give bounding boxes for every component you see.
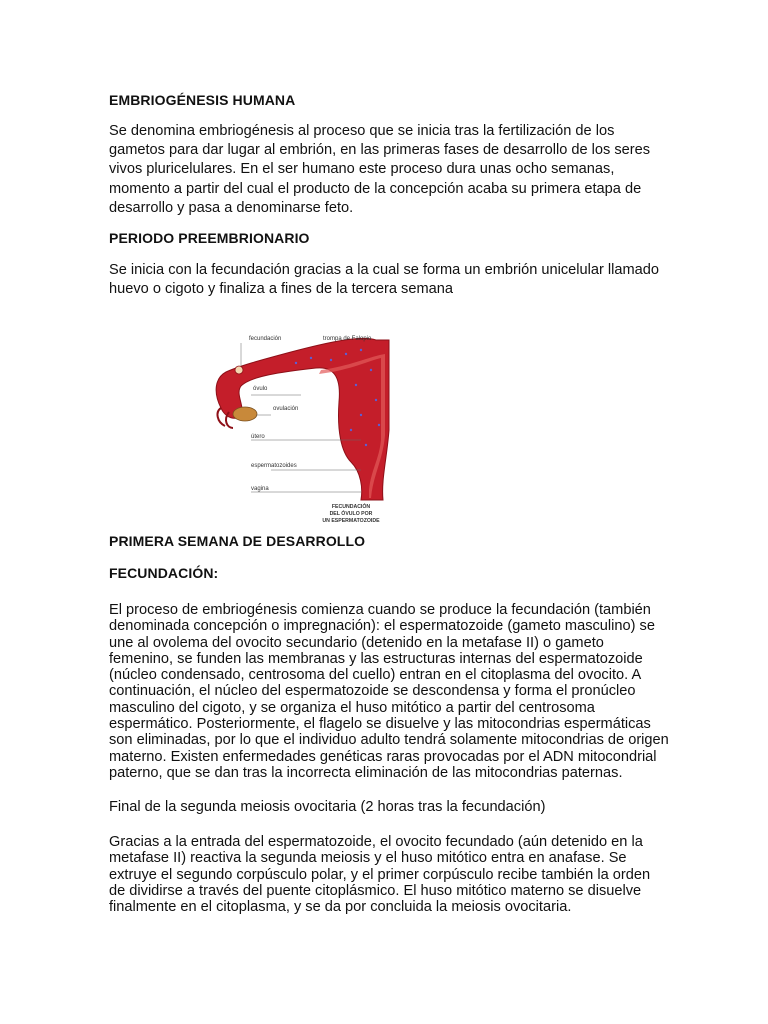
- label-trompa: trompa de Falopio: [323, 336, 372, 342]
- label-espermatozoides: espermatozoides: [251, 463, 297, 469]
- label-ovulacion: ovulación: [273, 406, 299, 412]
- paragraph-meiosis-title: Final de la segunda meiosis ovocitaria (2 horas tras la fecundación): [109, 799, 546, 815]
- label-ovulo: óvulo: [253, 386, 268, 392]
- heading-fecundacion: FECUNDACIÓN:: [109, 565, 219, 581]
- caption-line-3: UN ESPERMATOZOIDE: [322, 518, 380, 524]
- heading-periodo-preembrionario: PERIODO PREEMBRIONARIO: [109, 230, 310, 246]
- heading-primera-semana: PRIMERA SEMANA DE DESARROLLO: [109, 533, 366, 549]
- label-fecundacion: fecundación: [249, 336, 282, 342]
- paragraph-preembrionario: Se inicia con la fecundación gracias a la cual se forma un embrión unicelular llamado huevo o cigoto y finaliza a fines de la tercera semana: [109, 262, 660, 298]
- heading-embriogenesis: EMBRIOGÉNESIS HUMANA: [109, 92, 296, 108]
- egg-shape: [235, 366, 243, 374]
- paragraph-meiosis: Gracias a la entrada del espermatozoide, el ovocito fecundado (aún detenido en la metafase II) reactiva la segunda meiosis y el huso mitótico entra en anafase. Se extruye el segundo corpúsculo polar, y el primer corpúsculo recibe también la orden de dividirse a través del puente citoplásmico. El huso mitótico materno se disuelve finalmente en el citoplasma, y se da por concluida la meiosis ovocitaria.: [109, 834, 651, 916]
- paragraph-fecundacion: El proceso de embriogénesis comienza cuando se produce la fecundación (también denominada concepción o impregnación): el espermatozoide (gameto masculino) se une al ovolema del ovocito secundario (detenido en la metafase II) o gameto femenino, se funden las membranas y las estructuras internas del espermatozoide (núcleo condensado, centrosoma del cuello) entran en el citoplasma del ovocito. A continuación, el núcleo del espermatozoide se descondensa y forma el pronúcleo masculino del cigoto, y se organiza el huso mitótico a partir del centrosoma espermático. Posteriormente, el flagelo se disuelve y las mitocondrias espermáticas son eliminadas, por lo que el individuo adulto tendrá solamente mitocondrias de origen materno. Existen enfermedades genéticas raras provocadas por el ADN mitocondrial paterno, que se dan tras la incorrecta eliminación de las mitocondrias paternas.: [109, 602, 669, 781]
- label-utero: útero: [251, 434, 265, 440]
- caption-line-1: FECUNDACIÓN: [331, 504, 371, 510]
- fecundation-illustration: [211, 330, 391, 530]
- uterus-diagram: [211, 330, 391, 530]
- caption-line-2: DEL ÓVULO POR: [329, 511, 373, 517]
- paragraph-intro: Se denomina embriogénesis al proceso que se inicia tras la fertilización de los gametos para dar lugar al embrión, en las primeras fases de desarrollo de los seres vivos pluricelulares. En el ser humano este proceso dura unas ocho semanas, momento a partir del cual el producto de la concepción acaba su primera etapa de desarrollo y pasa a denominarse feto.: [109, 123, 651, 216]
- ovary-shape: [233, 407, 257, 421]
- label-vagina: vagina: [251, 486, 269, 492]
